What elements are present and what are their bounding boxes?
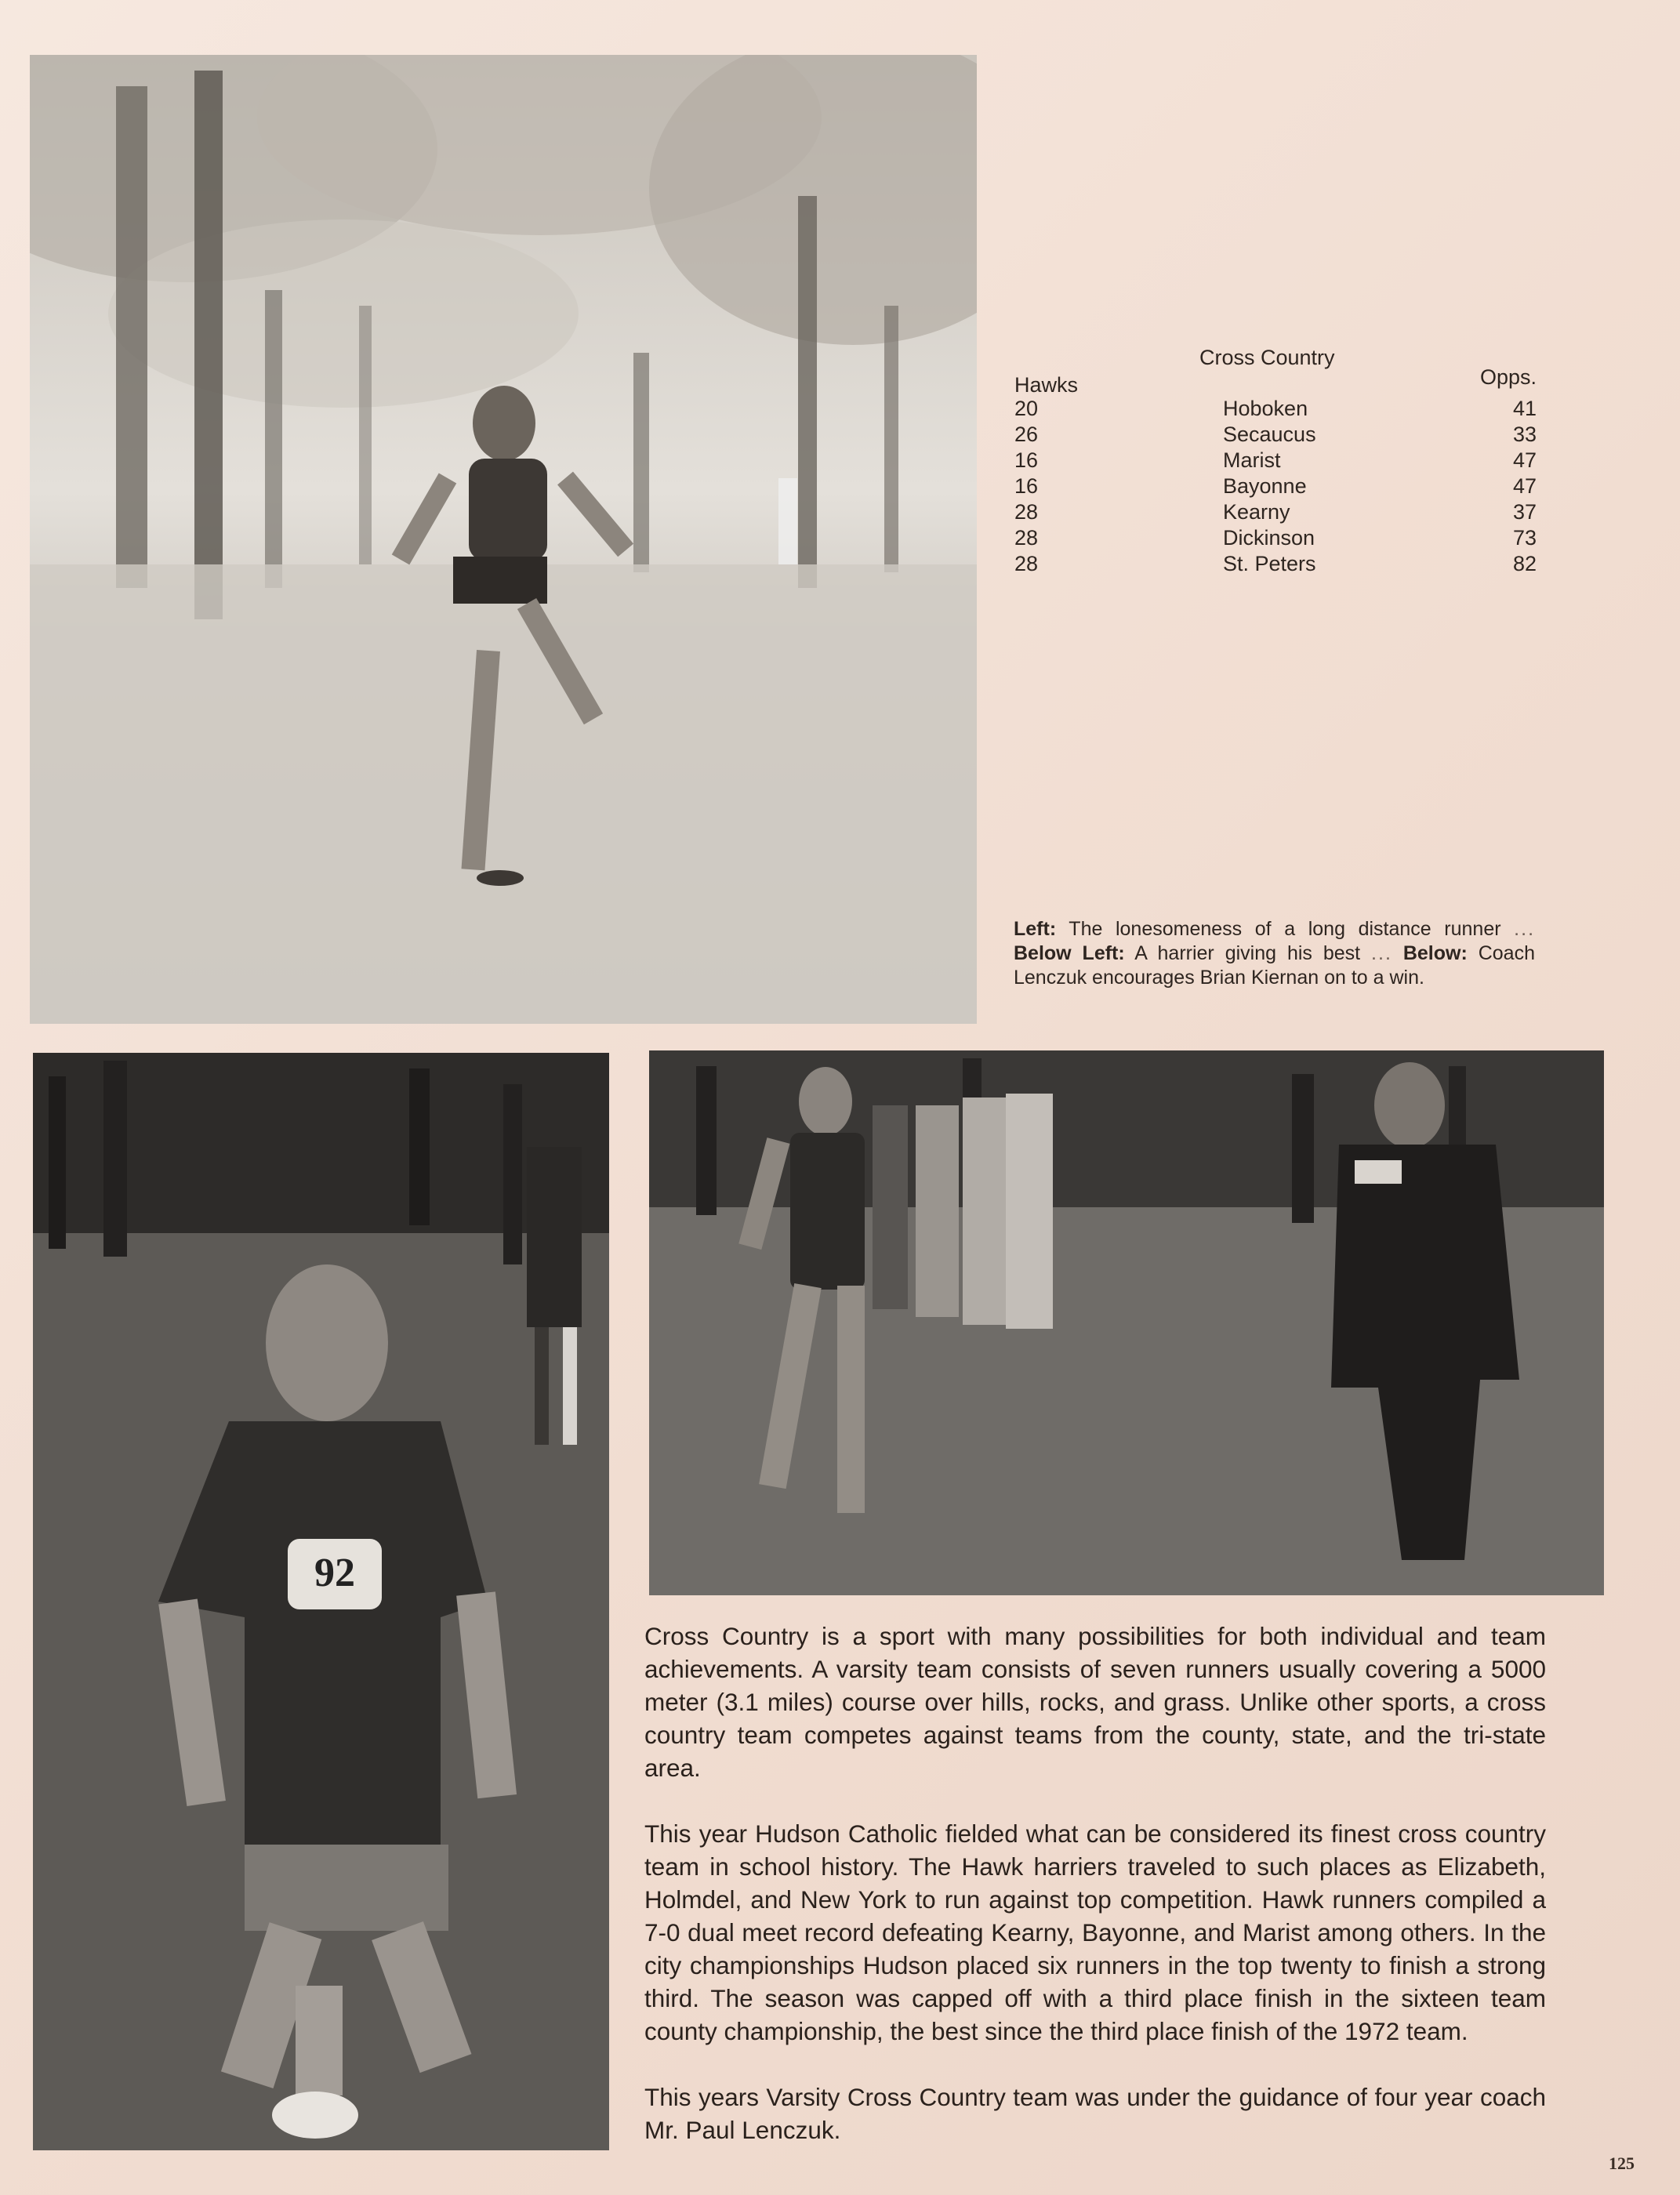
score-hawks: 16 [1014, 448, 1039, 472]
score-opps: 41 [1512, 397, 1537, 420]
scores-header-opps: Opps. [1479, 365, 1537, 389]
photo-lone-runner [30, 55, 977, 1024]
score-opponent: St. Peters [1223, 552, 1316, 575]
score-row [1011, 448, 1537, 473]
photo-harrier-image [33, 1053, 609, 2150]
bib-number-text: 92 [314, 1551, 355, 1595]
score-opponent: Dickinson [1223, 526, 1315, 550]
article-paragraph: This year Hudson Catholic fielded what can be considered its finest cross country team in school history. The Hawk harriers traveled to such places as Elizabeth, Holmdel, and New York to run against top competition. Hawk runners compiled a 7-0 dual meet record defeating Kearny, Bayonne, and Marist among others. In the city championships Hudson placed six runners in the top twenty to finish a strong third. The season was capped off with a third place finish in the sixteen team county championship, the best since the third place finish of the 1972 team. [644, 1819, 1546, 2045]
caption-below-left-label: Below Left: [1014, 942, 1125, 964]
score-hawks: 20 [1014, 397, 1039, 420]
scores-header-hawks: Hawks [1014, 373, 1079, 397]
score-opps: 37 [1512, 500, 1537, 524]
score-row [1011, 525, 1537, 551]
article-paragraph: This years Varsity Cross Country team was under the guidance of four year coach Mr. Paul Lenczuk. [644, 2083, 1546, 2144]
score-hawks: 28 [1014, 500, 1039, 524]
score-opps: 47 [1512, 448, 1537, 472]
caption-below-label: Below: [1392, 942, 1468, 964]
score-row [1011, 499, 1537, 525]
photo-caption [1014, 917, 1535, 990]
score-opps: 82 [1512, 552, 1537, 575]
score-opponent: Marist [1223, 448, 1281, 472]
score-row [1011, 551, 1537, 577]
caption-below-text: Coach Lenczuk encourages Brian Kiernan on to a win. [1014, 942, 1535, 989]
caption-left-text: The lonesomeness of a long distance runner [1056, 918, 1501, 940]
score-opps: 73 [1512, 526, 1537, 550]
score-row [1011, 396, 1537, 422]
article-paragraph: Cross Country is a sport with many possibilities for both individual and team achievements. A varsity team consists of seven runners usually covering a 5000 meter (3.1 miles) course over hills, rocks, and grass. Unlike other sports, a cross country team competes against teams from the county, state, and the tri-state area. [644, 1622, 1546, 1782]
caption-ellipsis: ... [1514, 918, 1536, 940]
score-hawks: 16 [1014, 474, 1039, 498]
photo-coach-encourages-runner [649, 1050, 1604, 1595]
score-opponent: Bayonne [1223, 474, 1307, 498]
score-opponent: Secaucus [1223, 423, 1316, 446]
score-row [1011, 422, 1537, 448]
article-body [644, 1620, 1546, 2179]
score-opps: 33 [1512, 423, 1537, 446]
score-row [1011, 473, 1537, 499]
score-hawks: 26 [1014, 423, 1039, 446]
photo-harrier [33, 1053, 609, 2150]
page-number: 125 [1609, 2153, 1635, 2173]
score-hawks: 28 [1014, 552, 1039, 575]
photo-coach-image [649, 1050, 1604, 1595]
score-opponent: Kearny [1223, 500, 1290, 524]
photo-lone-runner-image [30, 55, 977, 1024]
score-hawks: 28 [1014, 526, 1039, 550]
score-opponent: Hoboken [1223, 397, 1308, 420]
caption-below-left-text: A harrier giving his best [1124, 942, 1372, 964]
caption-ellipsis: ... [1371, 942, 1392, 964]
scores-rows [1011, 396, 1537, 577]
score-opps: 47 [1512, 474, 1537, 498]
caption-left-label: Left: [1014, 918, 1057, 940]
scores-title: Cross Country [1199, 346, 1335, 369]
